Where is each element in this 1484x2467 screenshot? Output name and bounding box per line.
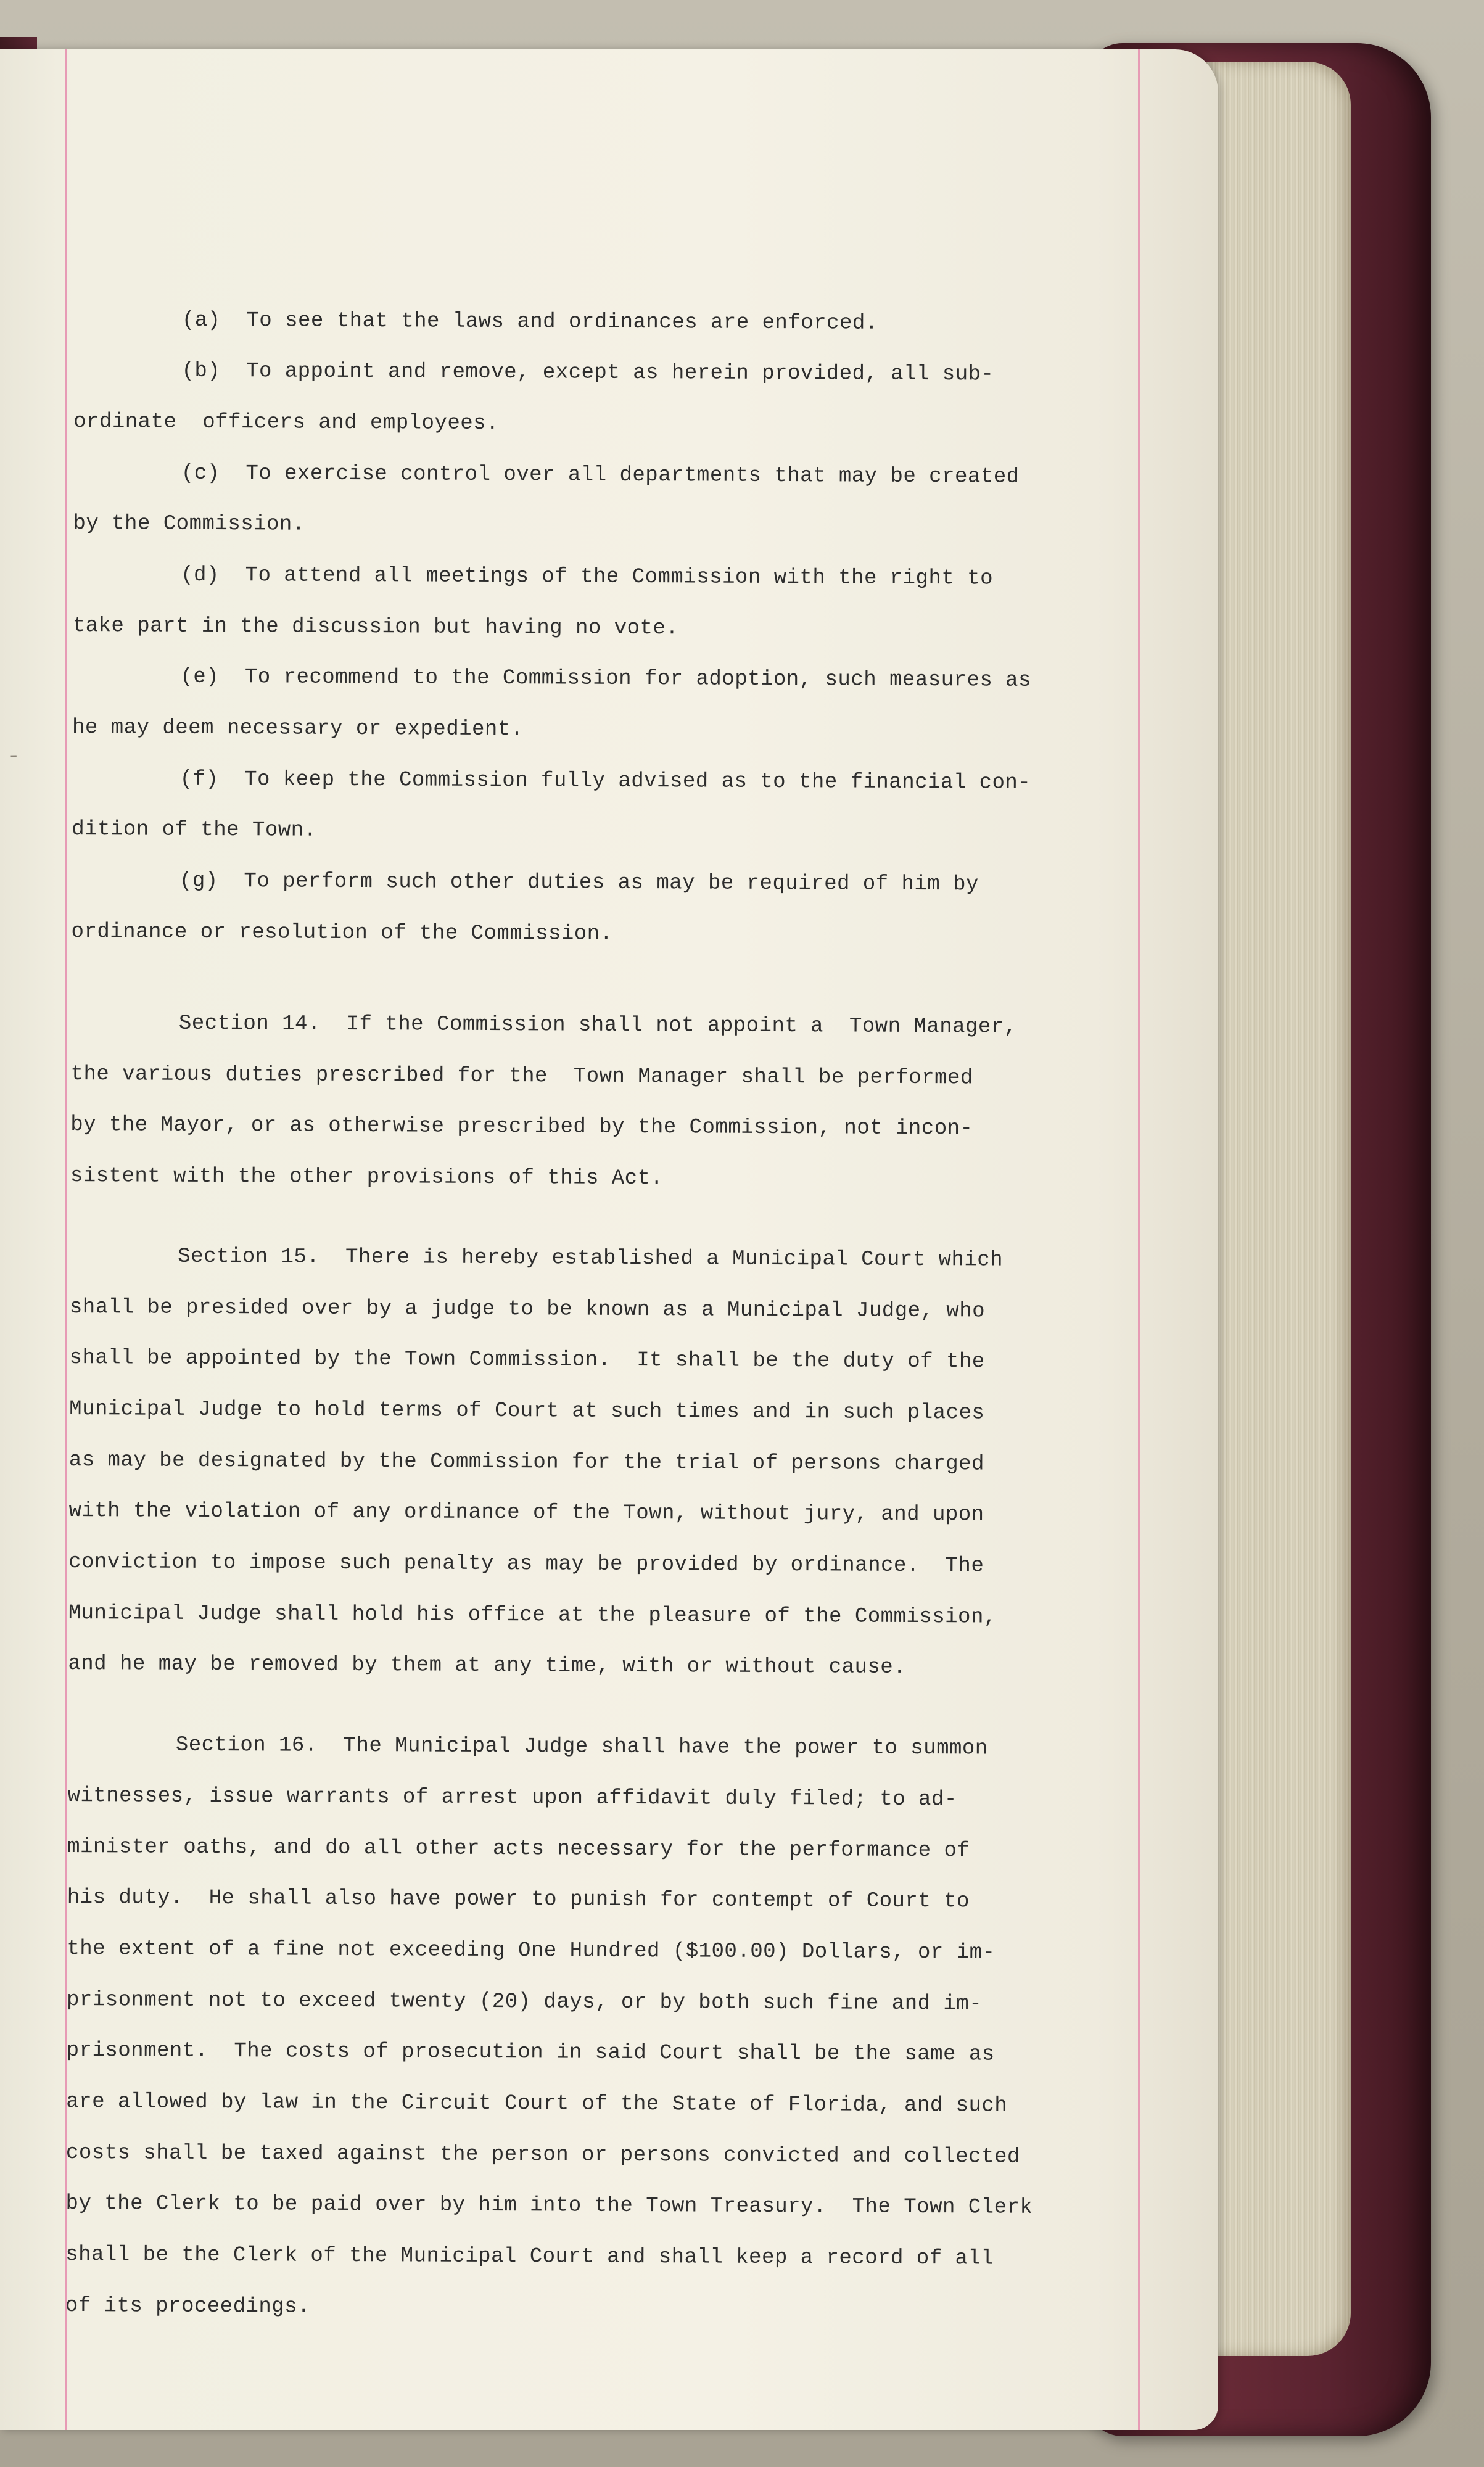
section-15-line-5: as may be designated by the Commission for the trial of persons charged	[68, 1448, 985, 1476]
item-g-line-1: (g) To perform such other duties as may be required of him by	[179, 869, 979, 897]
section-15-line-8: Municipal Judge shall hold his office at the pleasure of the Commission,	[68, 1601, 997, 1629]
item-e-line-2: he may deem necessary or expedient.	[72, 715, 524, 742]
section-15-line-1: Section 15. There is hereby established a Municipal Court which	[178, 1245, 1004, 1272]
section-16-line-1: Section 16. The Municipal Judge shall have the power to summon	[175, 1733, 988, 1761]
section-15-line-9: and he may be removed by them at any time, with or without cause.	[68, 1652, 907, 1679]
section-15-line-3: shall be appointed by the Town Commission. It shall be the duty of the	[69, 1346, 985, 1374]
item-d-line-2: take part in the discussion but having no vote.	[72, 614, 679, 641]
item-b-line-1: (b) To appoint and remove, except as herein provided, all sub-	[181, 359, 994, 387]
item-d-line-1: (d) To attend all meetings of the Commission with the right to	[181, 563, 994, 591]
section-14-line-3: by the Mayor, or as otherwise prescribed by the Commission, not incon-	[70, 1113, 973, 1141]
item-g-line-2: ordinance or resolution of the Commission.	[71, 920, 613, 946]
section-15-line-4: Municipal Judge to hold terms of Court at such times and in such places	[69, 1397, 985, 1425]
book-page	[0, 49, 1218, 2430]
section-16-line-10: by the Clerk to be paid over by him into the Town Treasury. The Town Clerk	[65, 2191, 1033, 2220]
item-c-line-2: by the Commission.	[73, 511, 305, 537]
section-16-line-5: the extent of a fine not exceeding One Hundred ($100.00) Dollars, or im-	[67, 1937, 996, 1965]
item-c-line-1: (c) To exercise control over all departments that may be created	[181, 461, 1020, 489]
section-14-line-2: the various duties prescribed for the Town Manager shall be performed	[70, 1062, 973, 1090]
section-16-line-7: prisonment. The costs of prosecution in said Court shall be the same as	[66, 2038, 995, 2067]
item-f-line-1: (f) To keep the Commission fully advised as to the financial con-	[179, 767, 1031, 795]
section-14-line-4: sistent with the other provisions of this Act.	[70, 1164, 664, 1191]
section-16-line-9: costs shall be taxed against the person or persons convicted and collected	[65, 2141, 1020, 2169]
section-16-line-3: minister oaths, and do all other acts necessary for the performance of	[67, 1835, 970, 1863]
section-16-line-8: are allowed by law in the Circuit Court of the State of Florida, and such	[66, 2090, 1008, 2118]
section-16-line-6: prisonment not to exceed twenty (20) days, or by both such fine and im-	[66, 1988, 983, 2016]
right-margin-rule	[1138, 49, 1140, 2430]
section-15-line-6: with the violation of any ordinance of the Town, without jury, and upon	[68, 1499, 984, 1527]
item-a-line-1: (a) To see that the laws and ordinances are enforced.	[181, 308, 878, 336]
item-b-line-2: ordinate officers and employees.	[73, 410, 500, 436]
section-15-line-7: conviction to impose such penalty as may be provided by ordinance. The	[68, 1550, 984, 1578]
item-f-line-2: dition of the Town.	[72, 817, 317, 842]
item-e-line-1: (e) To recommend to the Commission for adoption, such measures as	[180, 665, 1032, 693]
section-16-line-2: witnesses, issue warrants of arrest upon affidavit duly filed; to ad-	[67, 1784, 957, 1812]
margin-mark: -	[7, 744, 20, 769]
section-16-line-12: of its proceedings.	[65, 2294, 311, 2319]
section-16-line-11: shall be the Clerk of the Municipal Court and shall keep a record of all	[65, 2243, 994, 2271]
left-margin-rule	[65, 49, 67, 2430]
section-15-line-2: shall be presided over by a judge to be known as a Municipal Judge, who	[69, 1295, 986, 1324]
section-16-line-4: his duty. He shall also have power to punish for contempt of Court to	[67, 1885, 970, 1914]
section-14-line-1: Section 14. If the Commission shall not appoint a Town Manager,	[178, 1011, 1017, 1039]
